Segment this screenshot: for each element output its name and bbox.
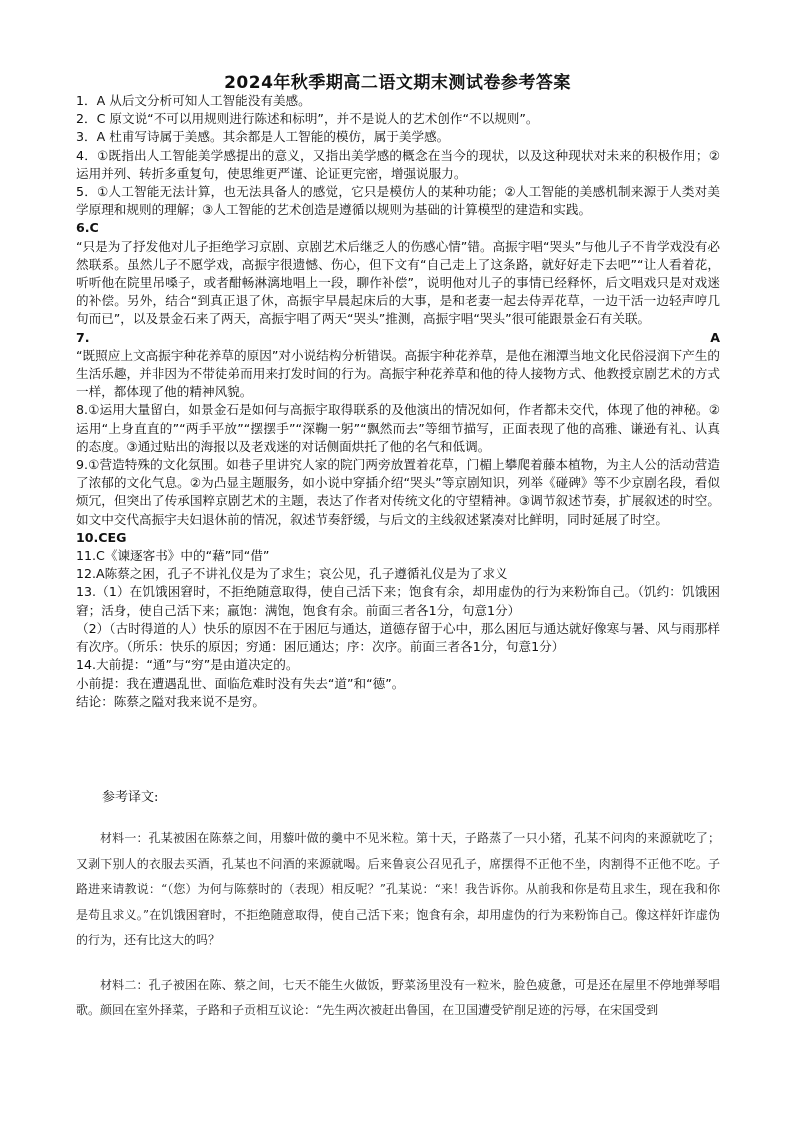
answer-7-number: 7. bbox=[76, 329, 90, 345]
answer-6-explanation: “只是为了抒发他对儿子拒绝学习京剧、京剧艺术后继乏人的伤感心情”错。高振宇唱“哭头”与他儿子不肯学戏没有必然联系。虽然儿子不愿学戏，高振宇很遗憾、伤心，但下文有“自己走上了这条路，就好好走下去吧”“让人看着花，听听他在院里吊嗓子，或者酣畅淋漓地唱上一段，聊作补偿”，说明他对儿子的事情已经释怀，后文唱戏只是对戏迷的补偿。另外，结合“到真正退了休，高振宇早晨起床后的大事，是和老妻一起去侍弄花草，一边干活一边轻声哼几句而已”，以及景金石来了两天，高振宇唱了两天“哭头”推测，高振宇唱“哭头”很可能跟景金石有关联。 bbox=[76, 238, 720, 327]
answer-12: 12.A陈蔡之困，孔子不讲礼仪是为了求生；哀公见，孔子遵循礼仪是为了求义 bbox=[76, 566, 508, 582]
answer-2: 2．C 原文说“不可以用规则进行陈述和标明”，并不是说人的艺术创作“不以规则”。 bbox=[76, 111, 539, 127]
answer-14-conclusion: 结论：陈蔡之隘对我来说不是穷。 bbox=[76, 693, 265, 709]
translation-material-1: 材料一：孔某被困在陈蔡之间，用藜叶做的羹中不见米粒。第十天，子路蒸了一只小猪，孔某不问肉的来源就吃了；又剥下别人的衣服去买酒，孔某也不问酒的来源就喝。后来鲁哀公召见孔子，席摆得不正他不坐，肉割得不正他不吃。子路进来请教说：“（您）为何与陈蔡时的（表现）相反呢？”孔某说：“来！我告诉你。从前我和你是苟且求生，现在我和你是苟且求义。”在饥饿困窘时，不拒绝随意取得，使自己活下来；饱食有余，却用虚伪的行为来粉饰自己。像这样奸诈虚伪的行为，还有比这大的吗？ bbox=[76, 831, 720, 947]
answer-7-heading bbox=[76, 329, 720, 347]
answer-11: 11.C《谏逐客书》中的“藉”同“借” bbox=[76, 548, 270, 564]
answer-14-major-premise: 14.大前提：“通”与“穷”是由道决定的。 bbox=[76, 657, 299, 673]
answer-13-part-2: （2）（古时得道的人）快乐的原因不在于困厄与通达，道德存留于心中，那么困厄与通达就好像寒与暑、风与雨那样有次序。（所乐：快乐的原因；穷通：困厄通达；序：次序。前面三者各1分，句意1分） bbox=[76, 620, 720, 655]
answer-4: 4．①既指出人工智能美学感提出的意义，又指出美学感的概念在当今的现状，以及这种现状对未来的积极作用；②运用并列、转折多重复句，使思维更严谨、论证更完密，增强说服力。 bbox=[76, 147, 720, 181]
translation-heading: 参考译文: bbox=[102, 790, 159, 805]
answer-5: 5．①人工智能无法计算，也无法具备人的感觉，它只是模仿人的某种功能；②人工智能的美感机制来源于人类对美学原理和规则的理解；③人工智能的艺术创造是遵循以规则为基础的计算模型的建造和实践。 bbox=[76, 184, 720, 218]
reference-translation bbox=[76, 826, 720, 1043]
document-title: 2024年秋季期高二语文期末测试卷参考答案 bbox=[224, 73, 571, 93]
answer-8: 8.①运用大量留白，如景金石是如何与高振宇取得联系的及他演出的情况如何，作者都未交代，体现了他的神秘。②运用“上身直直的”“两手平放”“摆摆手”“深鞠一躬”“飘然而去”等细节描写，正面表现了他的高雅、谦逊有礼、认真的态度。③通过贴出的海报以及老戏迷的对话侧面烘托了他的名气和低调。 bbox=[76, 402, 720, 454]
answer-7-choice: A bbox=[710, 329, 720, 345]
answer-3: 3．A 杜甫写诗属于美感。其余都是人工智能的模仿，属于美学感。 bbox=[76, 129, 450, 145]
answer-6-heading: 6.C bbox=[76, 220, 99, 236]
answer-10: 10.CEG bbox=[76, 529, 127, 545]
answer-1: 1．A 从后文分析可知人工智能没有美感。 bbox=[76, 93, 311, 108]
answer-14-minor-premise: 小前提：我在遭遇乱世、面临危难时没有失去“道”和“德”。 bbox=[76, 675, 405, 691]
answer-9: 9.①营造特殊的文化氛围。如巷子里讲究人家的院门两旁放置着花草，门楣上攀爬着藤本植物，为主人公的活动营造了浓郁的文化气息。②为凸显主题服务，如小说中穿插介绍“哭头”等京剧知识，列举《碰碑》等不少京剧名段，看似烦冗，但突出了传承国粹京剧艺术的主题，表达了作者对传统文化的守望精神。③调节叙述节奏，扩展叙述的时空。如文中交代高振宇夫妇退休前的情况，叙述节奏舒缓，与后文的主线叙述紧凑对比鲜明，同时延展了时空。 bbox=[76, 457, 720, 527]
answer-13-part-1: 13.（1）在饥饿困窘时，不拒绝随意取得，使自己活下来；饱食有余，却用虚伪的行为来粉饰自己。（饥约：饥饿困窘；活身，使自己活下来；羸饱：满饱，饱食有余。前面三者各1分，句意1分） bbox=[76, 584, 720, 618]
translation-material-2: 材料二：孔子被困在陈、蔡之间，七天不能生火做饭，野菜汤里没有一粒米，脸色疲惫，可是还在屋里不停地弹琴唱歌。颜回在室外择菜，子路和子贡相互议论：“先生两次被赶出鲁国，在卫国遭受铲削足迹的污辱，在宋国受到 bbox=[76, 977, 720, 1017]
answer-7-explanation: “既照应上文高振宇种花养草的原因”对小说结构分析错误。高振宇种花养草，是他在湘潭当地文化民俗浸润下产生的生活乐趣，并非因为不带徒弟而用来打发时间的行为。高振宇种花养草和他的待人接物方式、他教授京剧艺术的方式一样，都体现了他的精神风貌。 bbox=[76, 347, 720, 400]
answer-key bbox=[76, 92, 720, 711]
